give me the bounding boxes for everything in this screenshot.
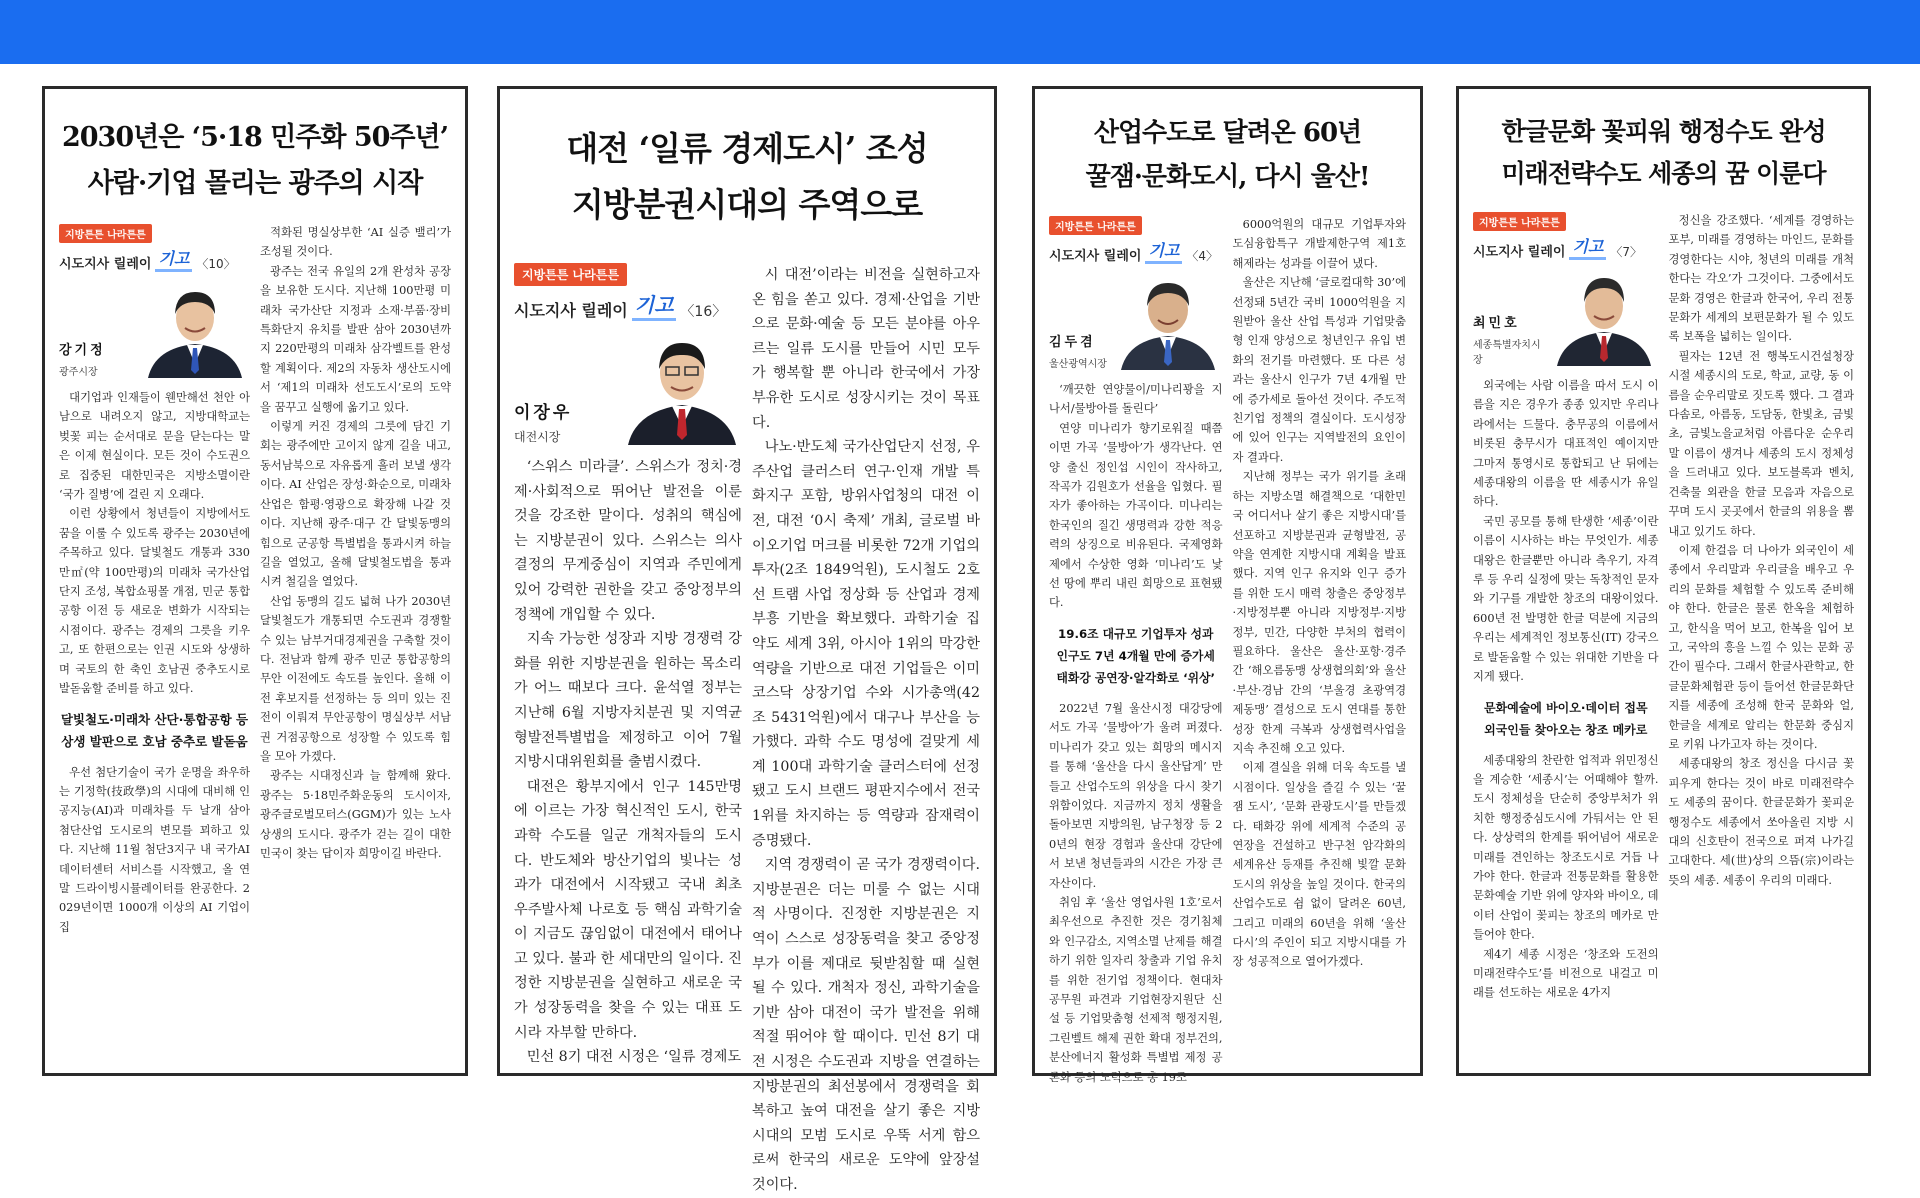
series-giko: 기고 xyxy=(155,246,192,272)
author-post: 대전시장 xyxy=(514,430,561,444)
author-name: 최민호 xyxy=(1473,316,1520,331)
series-giko: 기고 xyxy=(1145,238,1182,264)
pull-quote: 달빛철도·미래차 산단·통합공항 등 상생 발판으로 호남 중추로 발돋움 xyxy=(60,711,249,749)
article-sejong xyxy=(1456,86,1871,1076)
author-photo xyxy=(1113,270,1223,370)
pull-quote: 문화예술에 바이오·데이터 접목 외국인들 찾아오는 창조 메카로 xyxy=(1483,700,1648,737)
pull-quote: 19.6조 대규모 기업투자 성과 인구도 7년 4개월 만에 증가세 태화강 공연장·알각화로 ‘위상’ xyxy=(1056,626,1215,685)
series-number: 〈16〉 xyxy=(680,304,727,320)
column-right: 정신을 강조했다. ‘세계를 경영하는 포부, 미래를 경영하는 마인드, 문화를 경영한다는 시야, 청년의 미래를 개척한다는 각오’가 그것이다. 그중에서도 문화 경영은 한글과 한국어, 우리 전통문화가 세계의 보편문화가 될 수 있도록 보폭을 넓히는 일이다. 필자는 12년 전 행복도시건설청장 시절 세종시의 도로, 학교, 교량, 동 이름을 순우리말로 짓도록 했다. 그 결과 다솜로, 아름동, 도담동, 한빛초, 금빛초, 금빛노을교처럼 아름다운 순우리말 이름이 생겨나 세종의 도시 정체성을 드러내고 있다. 보도블록과 벤치, 건축물 외관을 한글 모음과 자음으로 꾸며 도시 곳곳에서 한글의 위용을 뽐내고 있기도 하다. 이제 한걸음 더 나아가 외국인이 세종에서 우리말과 우리글을 배우고 우리의 문화를 체험할 수 있도록 준비해야 한다. 한글은 물론 한옥을 체험하고, 한식을 먹어 보고, 한복을 입어 보고, 국악의 흥을 느낄 수 있는 문화 공간이 필수다. 그래서 한글사관학교, 한글문화체험관 등이 들어선 한글문화단지를 세종에 조성해 한국 문화와 얼, 한글을 세계로 알리는 한문화 중심지로 키워 나가고자 하는 것이다. 세종대왕의 창조 정신을 다시금 꽃피우게 한다는 것이 바로 미래전략수도 세종의 꿈이다. 한글문화가 꽃피운 행정수도 세종에서 쏘아올린 지방 시대의 신호탄이 전국으로 퍼져 나가길 고대한다. 세(世)상의 으뜸(宗)이라는 뜻의 세종. 세종이 우리의 미래다. xyxy=(1668,214,1854,887)
author-post: 울산광역시장 xyxy=(1049,359,1107,370)
series-title: 시도지사 릴레이 xyxy=(1049,249,1142,264)
headline: 산업수도로 달려온 60년 꿀잼·문화도시, 다시 울산! xyxy=(1085,118,1370,192)
series-giko: 기고 xyxy=(632,289,677,321)
author-name: 이장우 xyxy=(514,403,573,423)
series-tag: 지방튼튼 나라튼튼 xyxy=(59,224,152,243)
author-photo xyxy=(622,327,742,445)
series-title: 시도지사 릴레이 xyxy=(59,257,152,272)
series-giko: 기고 xyxy=(1569,234,1606,260)
column-right: 6000억원의 대규모 기업투자와 도심융합특구 개발제한구역 제1호 해제라는 성과를 이끌어 냈다. 울산은 지난해 ‘글로컬대학 30’에 선정돼 5년간 국비 1000억원을 지원받아 울산 산업 특성과 기업맞춤형 인재 양성으로 청년인구 유입 변화의 전기를 마련했다. 또 다른 성과는 울산시 인구가 7년 4개월 만에 증가세로 돌아선 것이다. 주도적 친기업 정책의 결실이다. 도시성장에 있어 인구는 지역발전의 요인이자 결과다. 지난해 정부는 국가 위기를 초래하는 지방소멸 해결책으로 ‘대한민국 어디서나 살기 좋은 지방시대’를 선포하고 지방분권과 균형발전, 공약을 연계한 지방시대 계획을 발표했다. 지역 인구 유지와 인구 증가를 위한 도시 매력 창출은 중앙정부·지방정부뿐 아니라 지방정부·지방정부, 민간, 다양한 부처의 협력이 필요하다. 울산은 울산·포항·경주 간 ‘해오름동맹 상생협의회’와 울산·부산·경남 간의 ‘부울경 초광역경제동맹’ 결성으로 도시 연대를 통한 성장 한계 극복과 상생협력사업을 지속 추진해 오고 있다. 이제 결실을 위해 더욱 속도를 낼 시점이다. 일상을 즐길 수 있는 ‘꿀잼 도시’, ‘문화 관광도시’를 만들겠다. 태화강 위에 세계적 수준의 공연장을 건설하고 반구천 암각화의 세계유산 등재를 추진해 빛깔 문화도시의 위상을 높일 것이다. 한국의 산업수도로 쉼 없이 달려온 60년, 그리고 미래의 60년을 위해 ‘울산 다시’의 주인이 되고 지방시대를 가장 성공적으로 열어가겠다. xyxy=(1232,218,1406,969)
author-block xyxy=(1473,266,1659,366)
article-gwangju xyxy=(42,86,468,1076)
author-photo xyxy=(140,278,250,378)
headline: 한글문화 꽃피워 행정수도 완성 미래전략수도 세종의 꿈 이룬다 xyxy=(1501,117,1826,188)
author-photo xyxy=(1549,266,1659,366)
top-bar xyxy=(0,0,1920,64)
article-daejeon xyxy=(497,86,997,1193)
headline: 대전 ‘일류 경제도시’ 조성 지방분권시대의 주역으로 xyxy=(566,129,928,224)
column-right: 시 대전’이라는 비전을 실현하고자 온 힘을 쏟고 있다. 경제·산업을 기반으로 문화·예술 등 모든 분야를 아우르는 일류 도시를 만들어 시민 모두가 행복할 뿐 아니라 한국에서 가장 부유한 도시로 성장시키는 것이 목표다. 나노·반도체 국가산업단지 선정, 우주산업 클러스터 연구·인재 개발 특화지구 포함, 방위사업청의 대전 이전, 대전 ‘0시 축제’ 개최, 글로벌 바이오기업 머크를 비롯한 72개 기업의 투자(2조 1849억원), 도시철도 2호선 트램 사업 정상화 등 산업과 경제 부흥 기반을 확보했다. 과학기술 집약도 세계 3위, 아시아 1위의 막강한 역량을 기반으로 대전 기업들은 이미 코스닥 상장기업 수와 시가총액(42조 5431억원)에서 대구나 부산을 능가했다. 과학 수도 명성에 걸맞게 세계 100대 과학기술 클러스터에 선정됐고 도시 브랜드 평판지수에서 전국 1위를 차지하는 등 역량과 잠재력이 증명됐다. 지역 경쟁력이 곧 국가 경쟁력이다. 지방분권은 더는 미룰 수 없는 시대적 사명이다. 진정한 지방분권은 지역이 스스로 성장동력을 찾고 중앙정부가 이를 제대로 뒷받침할 때 실현될 수 있다. 개척자 정신, 과학기술을 기반 삼아 대전이 국가 발전을 위해 적절 뛰어야 할 때이다. 민선 8기 대전 시정은 수도권과 지방을 연결하는 지방분권의 최선봉에서 경쟁력을 회복하고 높여 대전을 살기 좋은 지방시대의 모범 도시로 우뚝 서게 함으로써 한국의 새로운 도약에 앞장설 것이다. xyxy=(752,267,980,1193)
column-left: 지방튼튼 나라튼튼 시도지사 릴레이 기고 〈10〉 강기정 광주시장 대기업과 인재들이 웬만해선 천안 아남으로 내려오지 않고, 지방대학교는 벚꽃 피는 순서대로 문을 닫는다는 말은 이제 현실이다. 모든 것이 수도권으로 집중된 대한민국은 지방소멸이란 ‘국가 질병’에 걸린 지 오래다. 이런 상황에서 청년들이 지방에서도 꿈을 이룰 수 있도록 광주는 2030년에 주목하고 있다. 달빛철도 개통과 330만㎡(약 100만평)의 미래차 국가산업단지 조성, 복합쇼핑몰 개점, 민군 통합공항 이전 등 새로운 변화가 시작되는 시점이다. 광주는 경제의 그릇을 키우고, 또 한편으로는 인권 시도와 상생하며 국토의 한 축인 호남권 중추도시로 발돋움할 준비를 하고 있다. 달빛철도·미래차 산단·통합공항 등 상생 발판으로 호남 중추로 발돋움 우선 첨단기술이 국가 운명을 좌우하는 기정학(技政學)의 시대에 대비해 인공지능(AI)과 미래차를 두 날개 삼아 첨단산업 도시로의 변모를 꾀하고 있다. 지난해 11월 첨단3지구 내 국가AI데이터센터 서비스를 시작했고, 올 연말 드라이빙시뮬레이터를 완공한다. 2029년이면 1000개 이상의 AI 기업이 집 xyxy=(59,223,250,937)
author-name: 강기정 xyxy=(59,343,106,358)
series-banner xyxy=(514,263,742,321)
series-tag: 지방튼튼 나라튼튼 xyxy=(1473,212,1566,231)
series-tag: 지방튼튼 나라튼튼 xyxy=(1049,216,1142,235)
series-number: 〈10〉 xyxy=(196,257,236,271)
series-banner xyxy=(59,223,250,272)
article-ulsan xyxy=(1032,86,1423,1084)
series-banner xyxy=(1473,211,1659,260)
series-number: 〈7〉 xyxy=(1610,245,1642,259)
series-tag: 지방튼튼 나라튼튼 xyxy=(514,263,627,286)
author-block xyxy=(1049,270,1223,370)
series-title: 시도지사 릴레이 xyxy=(514,301,628,320)
column-left: 지방튼튼 나라튼튼 시도지사 릴레이 기고 〈7〉 최민호 세종특별자치시장 외국에는 사람 이름을 따서 도시 이름을 지은 경우가 종종 있지만 우리나라에서는 드물다. 충무공의 이름에서 비롯된 충무시가 대표적인 예이지만 그마저 통영시로 통합되고 난 뒤에는 세종대왕의 이름을 딴 세종시가 유일하다. 국민 공모를 통해 탄생한 ‘세종’이란 이름이 시사하는 바는 무엇인가. 세종대왕은 한글뿐만 아니라 측우기, 자격루 등 우리 실정에 맞는 독창적인 문자와 기구를 개발한 창조의 대왕이었다. 600년 전 발명한 한글 덕분에 지금의 우리는 세계적인 정보통신(IT) 강국으로 발돋움할 수 있는 위대한 기반을 다지게 됐다. 문화예술에 바이오·데이터 접목 외국인들 찾아오는 창조 메카로 세종대왕의 찬란한 업적과 위민정신을 계승한 ‘세종시’는 어때해야 할까. 도시 정체성을 단순히 중앙부처가 위치한 행정중심도시에 가둬서는 안 된다. 상상력의 한계를 뛰어넘어 새로운 미래를 견인하는 창조도시로 거듭 나가야 한다. 한글과 전통문화를 활용한 문화예술 기반 위에 양자와 바이오, 데이터 산업이 꽃피는 창조의 메카로 만들어야 한다. 제4기 세종 시정은 ‘창조와 도전의 미래전략수도’를 비전으로 내걸고 미래를 선도하는 새로운 4가지 xyxy=(1473,211,1659,1003)
author-post: 광주시장 xyxy=(59,367,98,378)
headline: 2030년은 ‘5·18 민주화 50주년’ 사람·기업 몰리는 광주의 시작 xyxy=(61,122,449,199)
column-left: 지방튼튼 나라튼튼 시도지사 릴레이 기고 〈4〉 김두겸 울산광역시장 ‘깨끗한 연양물이/미나리꽝을 지나서/물방아를 돌린다’ 연양 미나리가 향기로워질 때쯤이면 가곡 ‘물방아’가 생각난다. 연양 출신 정인섭 시인이 작사하고, 작곡가 김원호가 선율을 입혔다. 필자가 좋아하는 가곡이다. 미나리는 한국인의 질긴 생명력과 강한 적응력의 상징으로 비유된다. 국제영화제에서 수상한 영화 ‘미나리’도 낯선 땅에 뿌리 내린 희망으로 표현됐다. 19.6조 대규모 기업투자 성과 인구도 7년 4개월 만에 증가세 태화강 공연장·알각화로 ‘위상’ 2022년 7월 울산시정 대강당에서도 가곡 ‘물방아’가 울려 퍼졌다. 미나리가 갖고 있는 희망의 메시지를 통해 ‘울산을 다시 울산답게’ 만들고 산업수도의 위상을 다시 찾기 위함이었다. 지금까지 정치 생활을 돌아보면 지방의원, 남구청장 등 20년의 현장 경험과 울산대 강단에서 보낸 청년들과의 시간은 가장 큰 자산이다. 취임 후 ‘울산 영업사원 1호’로서 최우선으로 추진한 것은 경기침체와 인구감소, 지역소멸 난제를 해결하기 위한 일자리 창출과 기업 유치를 위한 전기업 정책이다. 현대차 공무원 파견과 기업현장지원단 신설 등 기업맞춤형 선제적 행정지원, 그린벨트 해제 권한 확대 정부건의, 분산에너지 활성화 특별법 제정 공론화 등의 노력으로 총 19조 xyxy=(1049,215,1223,1087)
author-block xyxy=(59,278,250,378)
author-name: 김두겸 xyxy=(1049,335,1096,350)
author-post: 세종특별자치시장 xyxy=(1473,340,1541,366)
column-right: 적화된 명실상부한 ‘AI 실증 밸리’가 조성될 것이다. 광주는 전국 유일의 2개 완성차 공장을 보유한 도시다. 지난해 100만평 미래차 국가산단 지정과 소재·부품·장비 특화단지 유치를 발판 삼아 2030년까지 220만평의 미래차 삼각벨트를 완성할 계획이다. 제2의 자동차 생산도시에서 ‘제1의 미래차 선도도시’로의 도약을 꿈꾸고 실행에 옮기고 있다. 이렇게 커진 경제의 그릇에 담긴 기회는 광주에만 고이지 않게 길을 내고, 동서남북으로 자유롭게 흘러 보낼 생각이다. AI 산업은 장성·화순으로, 미래차 산업은 함평·영광으로 확장해 나갈 것이다. 지난해 광주·대구 간 달빛동맹의 힘으로 군공항 특별법을 통과시켜 하늘길을 열었고, 올해 달빛철도법을 통과시켜 철길을 열었다. 산업 동맹의 길도 넓혀 나가 2030년 달빛철도가 개통되면 수도권과 경쟁할 수 있는 남부거대경제권을 구축할 것이다. 전남과 함께 광주 민군 통합공항의 무안 이전에도 속도를 높인다. 올해 이전 후보지를 선정하는 등 의미 있는 진전이 이뤄져 무안공항이 명실상부 서남권 거점공항으로 성장할 수 있도록 힘을 모아 가겠다. 광주는 시대정신과 늘 함께해 왔다. 광주는 5·18민주화운동의 도시이자, 광주글로벌모터스(GGM)가 있는 노사 상생의 도시다. 광주가 걷는 길이 대한민국이 찾는 답이자 희망이길 바란다. xyxy=(260,226,451,860)
author-block xyxy=(514,327,742,445)
series-number: 〈4〉 xyxy=(1186,249,1218,263)
series-title: 시도지사 릴레이 xyxy=(1473,245,1566,260)
series-banner xyxy=(1049,215,1223,264)
column-left: 지방튼튼 나라튼튼 시도지사 릴레이 기고 〈16〉 이장우 대전시장 ‘스위스 미라클’. 스위스가 정치·경제·사회적으로 뛰어난 발전을 이룬 것을 강조한 말이다. 성취의 핵심에는 지방분권이 있다. 스위스는 의사결정의 무게중심이 지역과 주민에게 있어 강력한 권한을 갖고 중앙정부의 정책에 개입할 수 있다. 지속 가능한 성장과 지방 경쟁력 강화를 위한 지방분권을 원하는 목소리가 어느 때보다 크다. 윤석열 정부는 지난해 6월 지방자치분권 및 지역균형발전특별법을 제정하고 이어 7월 지방시대위원회를 출범시켰다. 대전은 황부지에서 인구 145만명에 이르는 가장 혁신적인 도시, 한국 과학 수도를 일군 개척자들의 도시다. 반도체와 방산기업의 빛나는 성과가 대전에서 시작됐고 국내 최초 우주발사체 나로호 등 핵심 과학기술이 지금도 끊임없이 대전에서 태어나고 있다. 불과 한 세대만의 일이다. 진정한 지방분권을 실현하고 새로운 국가 성장동력을 찾을 수 있는 대표 도시라 자부할 만하다. 민선 8기 대전 시정은 ‘일류 경제도 xyxy=(514,263,742,1198)
